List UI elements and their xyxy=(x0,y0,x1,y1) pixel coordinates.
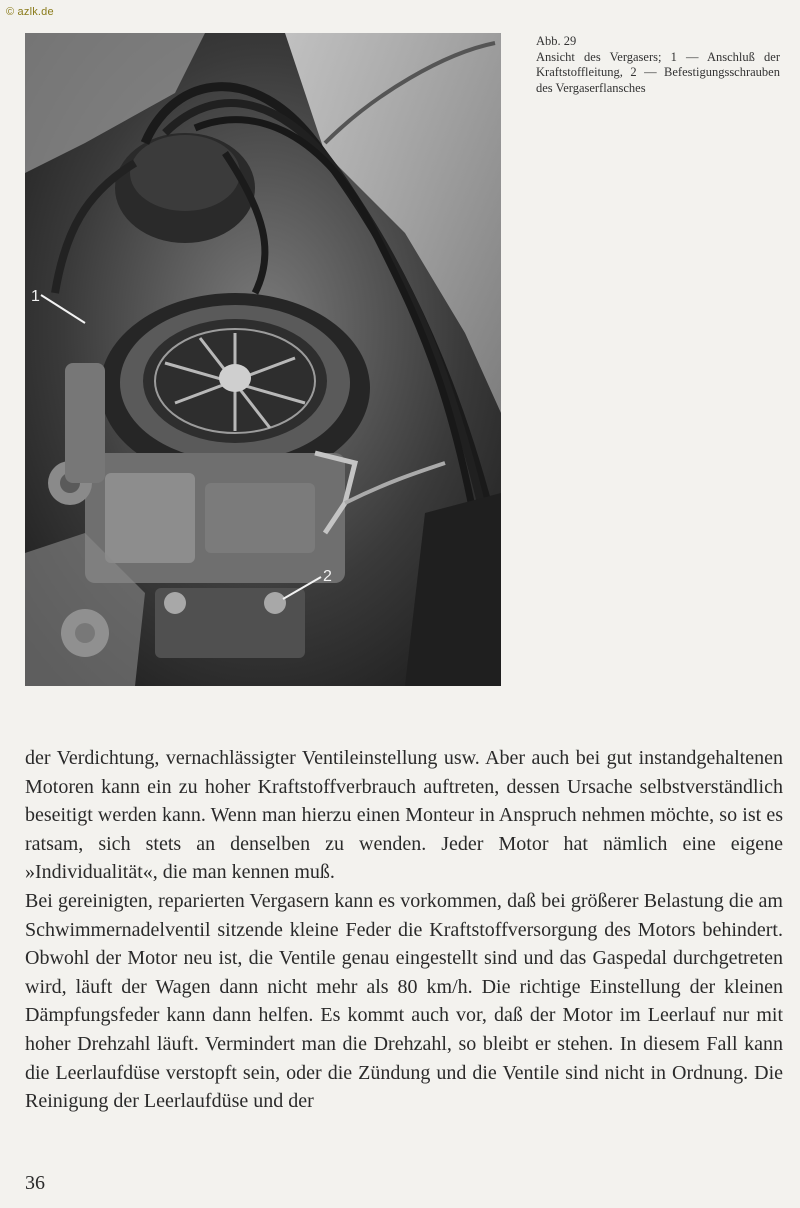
body-text xyxy=(25,744,783,1116)
paragraph: der Verdichtung, vernachlässigter Ventileinstellung usw. Aber auch bei gut instandgehaltenen Motoren kann ein zu hoher Kraftstoffverbrauch auftreten, dessen Ursache selbstverständlich beseitigt werden kann. Wenn man hierzu einen Monteur in Anspruch nehmen möchte, so ist es ratsam, sich stets an denselben zu wenden. Jeder Motor hat nämlich eine eigene »Individualität«, die man kennen muß. xyxy=(25,747,783,884)
callout-2: 2 xyxy=(323,568,332,585)
paragraph: Bei gereinigten, reparierten Vergasern kann es vorkommen, daß bei größerer Belastung die am Schwimmernadelventil sitzende kleine Feder die Kraftstoffversorgung des Motors behindert. Obwohl der Motor neu ist, die Ventile genau eingestellt sind und das Gaspedal durchgetreten wird, läuft der Wagen dann nicht mehr als 80 km/h. Die richtige Einstellung der kleinen Dämpfungsfeder kann dann helfen. Es kommt auch vor, daß der Motor im Leerlauf nur mit hoher Drehzahl läuft. Vermindert man die Drehzahl, so bleibt er stehen. In diesem Fall kann die Leerlaufdüse verstopft sein, oder die Zündung und die Ventile sind nicht in Ordnung. Die Reinigung der Leerlaufdüse und der xyxy=(25,889,783,1113)
callout-1: 1 xyxy=(31,288,40,305)
carburetor-photo xyxy=(25,33,501,686)
page-number: 36 xyxy=(25,1172,45,1194)
watermark: © azlk.de xyxy=(6,6,54,18)
figure-caption-title: Abb. 29 xyxy=(536,34,577,48)
carburetor-photo-drawing xyxy=(25,33,501,686)
figure-caption xyxy=(536,34,780,96)
figure-caption-text: Ansicht des Vergasers; 1 — Anschluß der Kraftstoffleitung, 2 — Befestigungsschrauben des Vergaserflansches xyxy=(536,49,780,95)
